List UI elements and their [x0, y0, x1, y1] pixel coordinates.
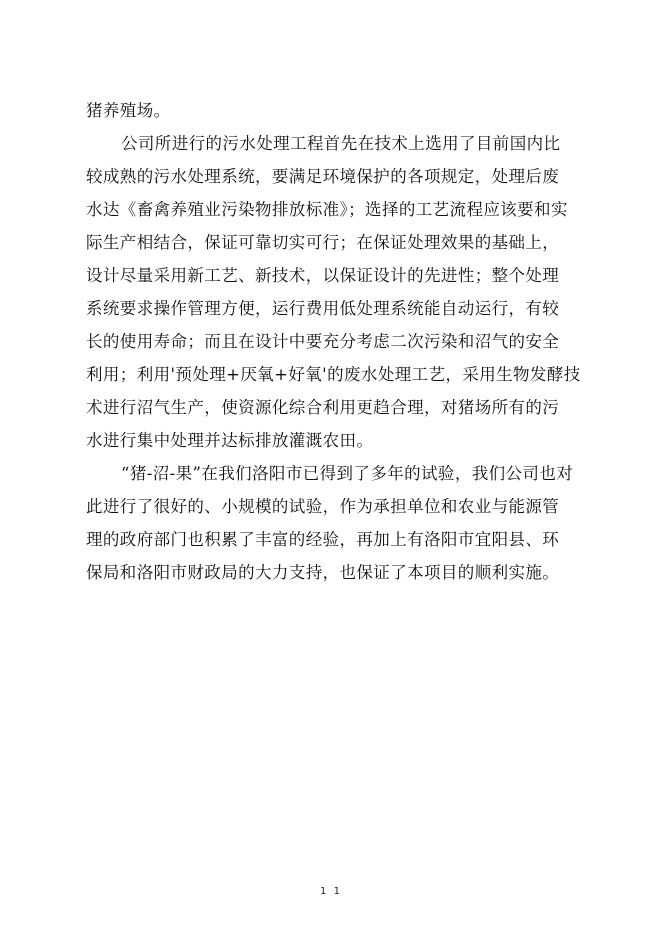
- paragraph-line: 利用；利用'预处理+厌氧+好氧'的废水处理工艺，采用生物发酵技: [86, 365, 581, 384]
- page-number: 1 1: [320, 886, 342, 897]
- paragraph-line: 设计尽量采用新工艺、新技术，以保证设计的先进性；整个处理: [86, 266, 560, 285]
- paragraph-line: 保局和洛阳市财政局的大力支持，也保证了本项目的顺利实施。: [86, 563, 560, 582]
- paragraph-line: 猪养殖场。: [86, 101, 171, 120]
- paragraph-line: 水达《畜禽养殖业污染物排放标准》；选择的工艺流程应该要和实: [86, 200, 568, 219]
- paragraph-line: 公司所进行的污水处理工程首先在技术上选用了目前国内比: [121, 134, 561, 153]
- body-text: [86, 94, 581, 589]
- paragraph-line: 水进行集中处理并达标排放灌溉农田。: [86, 431, 374, 450]
- paragraph-line: 理的政府部门也积累了丰富的经验，再加上有洛阳市宜阳县、环: [86, 530, 560, 549]
- paragraph-line: 较成熟的污水处理系统，要满足环境保护的各项规定，处理后废: [86, 167, 560, 186]
- paragraph-line: 术进行沼气生产，使资源化综合利用更趋合理，对猪场所有的污: [86, 398, 560, 417]
- paragraph-line: 系统要求操作管理方便，运行费用低处理系统能自动运行，有较: [86, 299, 560, 318]
- paragraph-line: 长的使用寿命；而且在设计中要充分考虑二次污染和沼气的安全: [86, 332, 560, 351]
- paragraph-line: 此进行了很好的、小规模的试验，作为承担单位和农业与能源管: [86, 497, 560, 516]
- paragraph-line: 际生产相结合，保证可靠切实可行；在保证处理效果的基础上，: [86, 233, 560, 252]
- paragraph-line: “猪-沼-果”在我们洛阳市已得到了多年的试验，我们公司也对: [121, 464, 574, 483]
